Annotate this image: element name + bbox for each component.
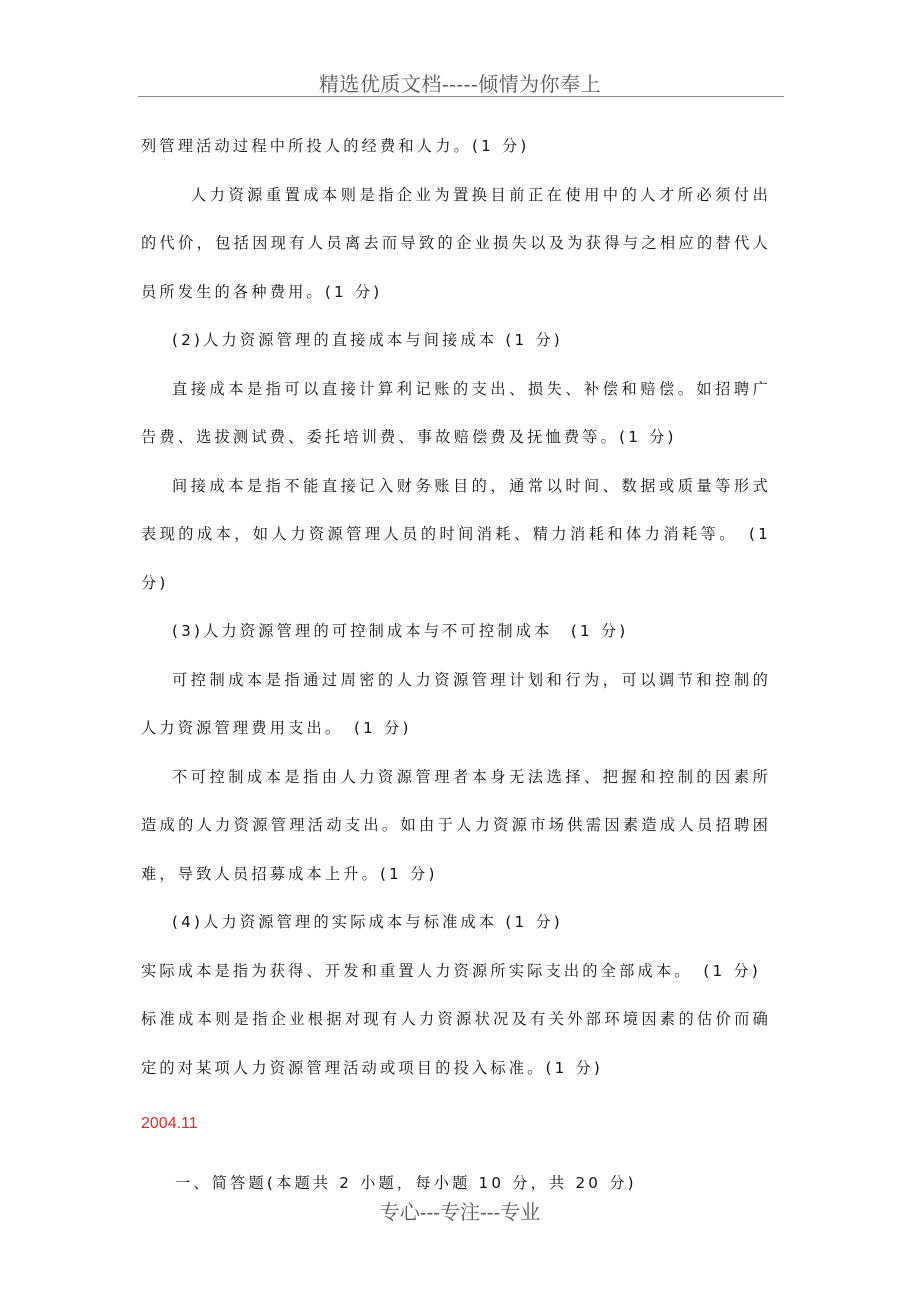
- paragraph-9: (4)人力资源管理的实际成本与标准成本 (1 分): [172, 913, 563, 931]
- paragraph-6: (3)人力资源管理的可控制成本与不可控制成本 (1 分): [172, 622, 629, 640]
- page-footer: 专心---专注---专业: [379, 1200, 541, 1224]
- paragraph-8: 不可控制成本是指由人力资源管理者本身无法选择、把握和控制的因素所造成的人力资源管理活动支出。如由于人力资源市场供需因素造成人员招聘困难，导致人员招募成本上升。(1 分): [141, 767, 771, 883]
- paragraph-10: 实际成本是指为获得、开发和重置人力资源所实际支出的全部成本。 (1 分): [141, 961, 761, 980]
- paragraph-4: 直接成本是指可以直接计算利记账的支出、损失、补偿和赔偿。如招聘广告费、选拔测试费、委托培训费、事故赔偿费及抚恤费等。(1 分): [141, 379, 771, 446]
- paragraph-3: (2)人力资源管理的直接成本与间接成本 (1 分): [172, 331, 563, 349]
- paragraph-2: 人力资源重置成本则是指企业为置换目前正在使用中的人才所必须付出的代价，包括因现有人员离去而导致的企业损失以及为获得与之相应的替代人员所发生的各种费用。(1 分): [141, 185, 771, 301]
- paragraph-11: 标准成本则是指企业根据对现有人力资源状况及有关外部环境因素的估价而确定的对某项人力资源管理活动或项目的投入标准。(1 分): [141, 1010, 771, 1077]
- paragraph-5: 间接成本是指不能直接记入财务账目的，通常以时间、数据或质量等形式表现的成本，如人力资源管理人员的时间消耗、精力消耗和体力消耗等。 (1 分): [141, 476, 771, 592]
- header-divider: [138, 96, 784, 97]
- page-header: 精选优质文档-----倾情为你奉上: [318, 72, 602, 96]
- date-label: 2004.11: [141, 1115, 198, 1132]
- paragraph-7: 可控制成本是指通过周密的人力资源管理计划和行为，可以调节和控制的人力资源管理费用支出。 (1 分): [141, 670, 771, 737]
- question-heading: 一、简答题(本题共 2 小题，每小题 10 分，共 20 分): [175, 1173, 637, 1192]
- document-body: [141, 122, 771, 1207]
- paragraph-1: 列管理活动过程中所投人的经费和人力。(1 分): [141, 137, 530, 155]
